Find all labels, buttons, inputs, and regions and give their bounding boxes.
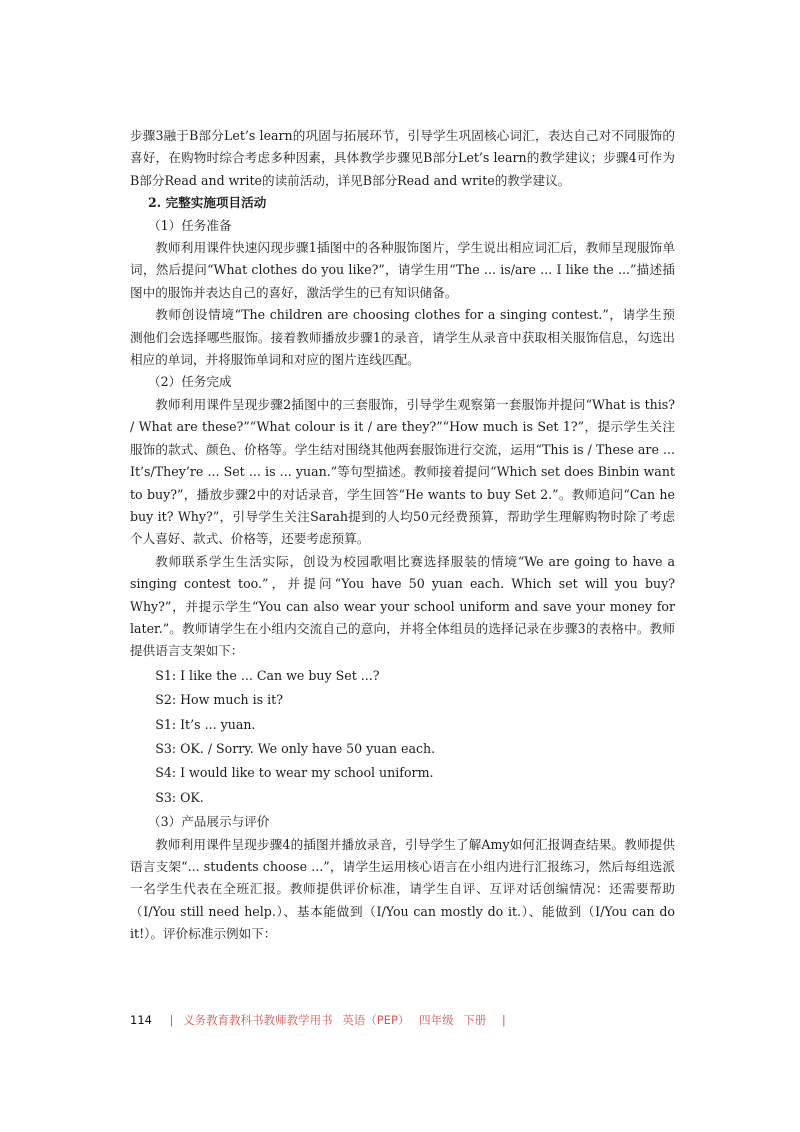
page-footer xyxy=(130,1012,512,1028)
subheading-task-prep: （1）任务准备 xyxy=(148,217,232,233)
paragraph: 教师联系学生生活实际，创设为校园歌唱比赛选择服装的情境“We are going to have a singing contest too.”，并提问“You have 50 yuan each. Which set will you buy? Why?”，并提示学生“You can also wear your school uniform and save your money for later.”。教师请学生在小组内交流自己的意向，并将全体组员的选择记录在步骤3的表格中。教师提供语言支架如下： xyxy=(130,553,675,659)
dialogue-line: S1: It’s ... yuan. xyxy=(155,716,256,732)
dialogue-line: S4: I would like to wear my school uniform. xyxy=(155,765,434,781)
page-number: 114 xyxy=(130,1013,152,1027)
subheading-showcase: （3）产品展示与评价 xyxy=(148,814,270,830)
dialogue-line: S1: I like the ... Can we buy Set ...? xyxy=(155,667,380,683)
footer-grade: 四年级 xyxy=(419,1013,454,1027)
footer-volume: 下册 xyxy=(463,1013,487,1027)
footer-subject: 英语（PEP） xyxy=(342,1013,410,1027)
paragraph: 教师利用课件快速闪现步骤1插图中的各种服饰图片，学生说出相应词汇后，教师呈现服饰单词，然后提问“What clothes do you like?”，请学生用“The ... is/are ... I like the ...”描述插图中的服饰并表达自己的喜好，激活学生的已有知识储备。 xyxy=(130,240,675,300)
section-heading: 2. 完整实施项目活动 xyxy=(148,195,267,211)
footer-separator: | xyxy=(169,1013,174,1027)
paragraph: 教师利用课件呈现步骤2插图中的三套服饰，引导学生观察第一套服饰并提问“What is this? / What are these?”“What colour is it / are they?”“How much is Set 1?”，提示学生关注服饰的款式、颜色、价格等。学生结对围绕其他两套服饰进行交流，运用“This is / These are ... It’s/They’re ... Set ... is ... yuan.”等句型描述。教师接着提问“Which set does Binbin want to buy?”，播放步骤2中的对话录音，学生回答“He wants to buy Set 2.”。教师追问“Can he buy it? Why?”，引导学生关注Sarah提到的人均50元经费预算，帮助学生理解购物时除了考虑个人喜好、款式、价格等，还要考虑预算。 xyxy=(130,396,675,547)
paragraph: 教师创设情境“The children are choosing clothes for a singing contest.”，请学生预测他们会选择哪些服饰。接着教师播放步骤1的录音，请学生从录音中获取相关服饰信息，勾选出相应的单词，并将服饰单词和对应的图片连线匹配。 xyxy=(130,307,675,368)
footer-separator: | xyxy=(501,1013,506,1027)
dialogue-line: S3: OK. xyxy=(155,789,204,805)
paragraph: 教师利用课件呈现步骤4的插图并播放录音，引导学生了解Amy如何汇报调查结果。教师提供语言支架“... students choose ...”，请学生运用核心语言在小组内进行汇报练习，然后每组选派一名学生代表在全班汇报。教师提供评价标准，请学生自评、互评对话创编情况：还需要帮助（I/You still need help.）、基本能做到（I/You can mostly do it.）、能做到（I/You can do it!）。评价标准示例如下： xyxy=(130,836,675,942)
dialogue-line: S2: How much is it? xyxy=(155,692,283,708)
subheading-task-complete: （2）任务完成 xyxy=(148,374,232,390)
dialogue-line: S3: OK. / Sorry. We only have 50 yuan each. xyxy=(155,740,436,756)
page-body xyxy=(130,125,675,946)
footer-book-title: 义务教育教科书教师教学用书 xyxy=(183,1013,333,1027)
paragraph-step3-intro: 步骤3融于B部分Let’s learn的巩固与拓展环节，引导学生巩固核心词汇，表达自己对不同服饰的喜好，在购物时综合考虑多种因素，具体教学步骤见B部分Let’s learn的教学建议；步骤4可作为B部分Read and write的读前活动，详见B部分Read and write的教学建议。 xyxy=(130,128,675,188)
